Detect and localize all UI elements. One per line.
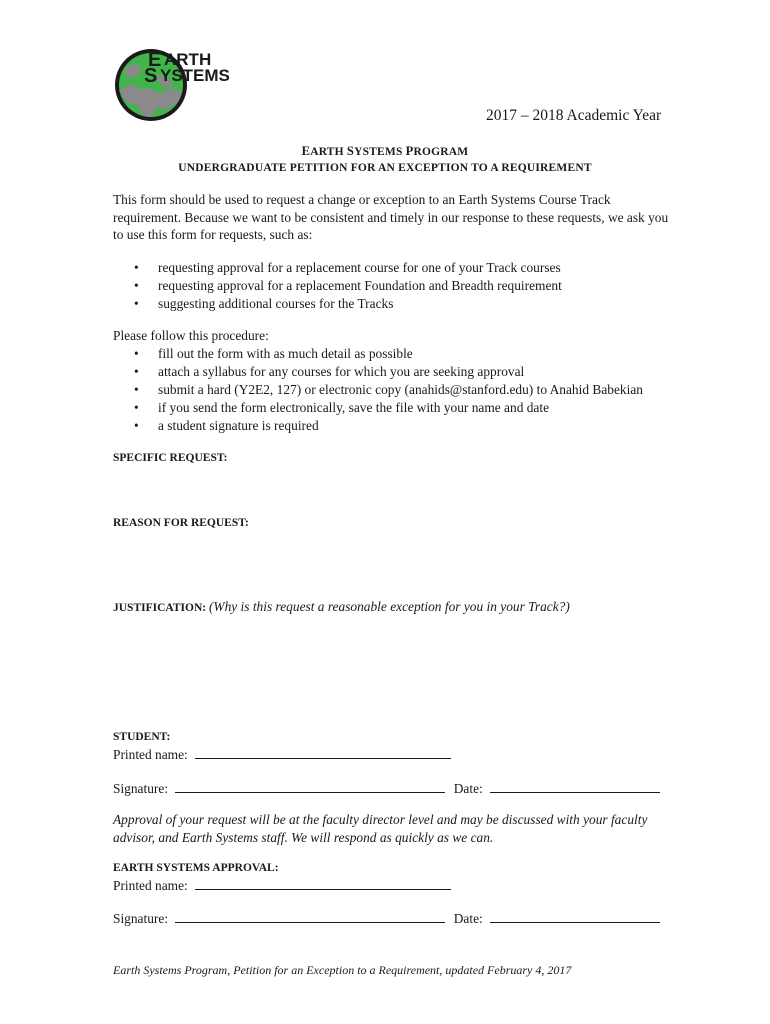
reason-label: REASON FOR REQUEST:: [113, 517, 249, 529]
justification-hint: (Why is this request a reasonable exception for you in your Track?): [208, 599, 570, 614]
printed-name-label: Printed name:: [113, 747, 188, 762]
signature-label: Signature:: [113, 911, 169, 926]
es-signature-field[interactable]: [175, 909, 445, 923]
list-item: • suggesting additional courses for the Tracks: [113, 295, 562, 313]
student-date-field[interactable]: [490, 779, 660, 793]
printed-name-label: Printed name:: [113, 878, 188, 893]
date-label: Date:: [453, 911, 483, 926]
date-label: Date:: [453, 781, 483, 796]
academic-year: 2017 – 2018 Academic Year: [486, 107, 662, 124]
logo-word-arth: ARTH: [164, 50, 212, 69]
list-item: • a student signature is required: [113, 417, 643, 435]
student-signature-row: [113, 779, 660, 797]
list-item: • requesting approval for a replacement course for one of your Track courses: [113, 259, 562, 277]
list-item: • submit a hard (Y2E2, 127) or electronic copy (anahids@stanford.edu) to Anahid Babekian: [113, 381, 643, 399]
specific-request-label: SPECIFIC REQUEST:: [113, 452, 228, 464]
list-item: • fill out the form with as much detail as possible: [113, 345, 643, 363]
program-title: EARTH SYSTEMS PROGRAM: [301, 144, 469, 158]
es-printed-name-row: [113, 876, 451, 894]
es-signature-row: [113, 909, 660, 927]
logo-initial-e: E: [148, 49, 162, 71]
student-signature-field[interactable]: [175, 779, 445, 793]
intro-paragraph: This form should be used to request a change or exception to an Earth Systems Course Track requirement. Because we want to be consistent and timely in our response to these requests, we ask you to use this form for requests, such as:: [113, 192, 669, 243]
student-printed-name-row: [113, 745, 451, 763]
logo-word-ystems: YSTEMS: [160, 66, 230, 85]
justification-label: JUSTIFICATION: (Why is this request a reasonable exception for you in your Track?): [113, 599, 570, 614]
student-heading: STUDENT:: [113, 731, 171, 743]
es-date-field[interactable]: [490, 909, 660, 923]
signature-label: Signature:: [113, 781, 169, 796]
page-footer: Earth Systems Program, Petition for an Exception to a Requirement, updated February 4, 2017: [113, 963, 572, 977]
petition-title: UNDERGRADUATE PETITION FOR AN EXCEPTION TO A REQUIREMENT: [178, 162, 592, 174]
request-examples-list: [113, 259, 562, 313]
es-printed-name-field[interactable]: [195, 876, 451, 890]
approval-note: Approval of your request will be at the faculty director level and may be discussed with your faculty advisor, and Earth Systems staff. We will respond as quickly as we can.: [113, 812, 648, 845]
list-item: • attach a syllabus for any courses for which you are seeking approval: [113, 363, 643, 381]
list-item: • requesting approval for a replacement Foundation and Breadth requirement: [113, 277, 562, 295]
procedure-steps-list: [113, 345, 643, 434]
list-item: • if you send the form electronically, save the file with your name and date: [113, 399, 643, 417]
es-approval-heading: EARTH SYSTEMS APPROVAL:: [113, 862, 279, 874]
procedure-intro: Please follow this procedure:: [113, 328, 269, 343]
logo-initial-s: S: [144, 65, 158, 87]
student-printed-name-field[interactable]: [195, 745, 451, 759]
earth-systems-logo: [112, 44, 242, 124]
